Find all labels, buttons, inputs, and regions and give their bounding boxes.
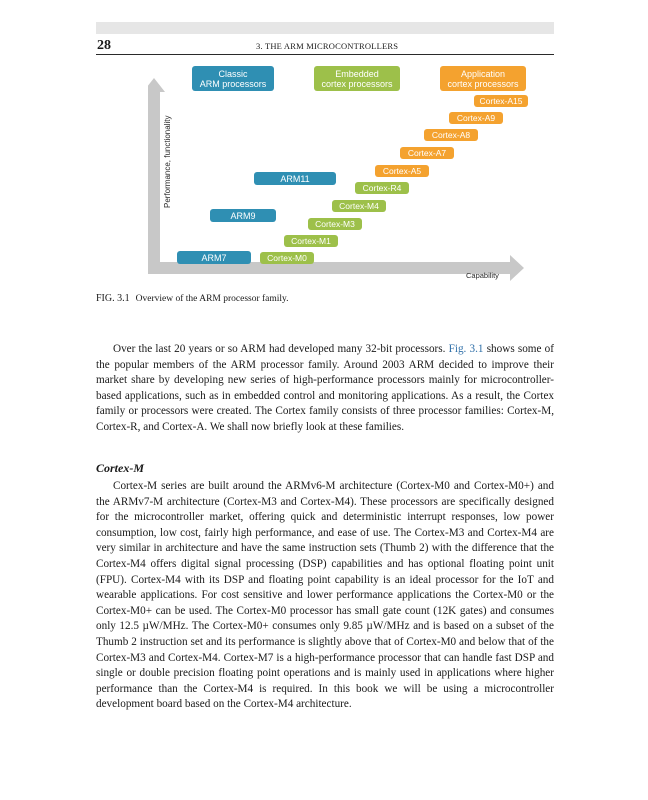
processor-cortex-a8: Cortex-A8	[424, 129, 478, 141]
category-classic-line1: Classic	[218, 68, 248, 79]
category-embedded-line2: cortex processors	[321, 78, 393, 89]
figure-caption	[96, 293, 289, 304]
figure-reference-link[interactable]: Fig. 3.1	[448, 343, 484, 355]
processor-arm7: ARM7	[177, 251, 251, 264]
processor-cortex-r4: Cortex-R4	[355, 182, 409, 194]
processor-arm9: ARM9	[210, 209, 276, 222]
category-application-line2: cortex processors	[447, 78, 519, 89]
paragraph-cortex-m: Cortex-M series are built around the ARMv6-M architecture (Cortex-M0 and Cortex-M0+) and the ARMv7-M architecture (Cortex-M3 and Cortex-M4). These processors are specifically designed for the microcontroller market, offering quick and deterministic interrupt responses, low power consumption, low cost, fairly high performance, and ease of use. The Cortex-M3 and Cortex-M4 are very similar in architecture and have the same instruction sets (Thumb 2) with the difference that the Cortex-M4 offers digital signal processing (DSP) capabilities and has optional floating point unit (FPU). Cortex-M4 with its DSP and floating point capability is an ideal processor for the IoT and wearable applications. For cost sensitive and lower performance applications the Cortex-M0 or the Cortex-M0+ can be used. The Cortex-M0 processor has small gate count (12K gates) and consumes only 12.5 µW/MHz. The Cortex-M0+ consumes only 9.85 µW/MHz and is based on a subset of the Thumb 2 instruction set and its performance is slightly above that of Cortex-M0 and below that of the Cortex-M3 and Cortex-M4. Cortex-M7 is a high-performance processor that can handle fast DSP and single or double precision floating point operations and is mainly used in applications where higher performance than the Cortex-M4 is required. In this book we will be using a microcontroller development board based on the Cortex-M4 architecture.	[96, 480, 554, 711]
processor-cortex-a15: Cortex-A15	[474, 95, 528, 107]
figure-caption-label: FIG. 3.1	[96, 293, 130, 304]
axis-x-label: Capability	[466, 271, 499, 280]
processor-cortex-a5: Cortex-A5	[375, 165, 429, 177]
processor-cortex-m4: Cortex-M4	[332, 200, 386, 212]
category-classic-line2: ARM processors	[199, 78, 267, 89]
page-number: 28	[97, 38, 111, 53]
category-application	[440, 66, 526, 91]
category-application-line1: Application	[460, 68, 506, 79]
section-heading-cortex-m: Cortex-M	[96, 461, 144, 475]
running-head: 3. THE ARM MICROCONTROLLERS	[256, 41, 399, 51]
processor-cortex-m3: Cortex-M3	[308, 218, 362, 230]
paragraph-intro	[96, 342, 554, 436]
header-rule	[96, 54, 554, 55]
processor-cortex-m1: Cortex-M1	[284, 235, 338, 247]
axis-y-label: Performance, functionality	[163, 115, 172, 208]
processor-cortex-a7: Cortex-A7	[400, 147, 454, 159]
header-bar	[96, 22, 554, 34]
arm-family-diagram	[148, 62, 528, 290]
paragraph-intro-rest: shows some of the popular members of the ARM processor family. Around 2003 ARM decided to improve their market share by developing new series of high-performance processors mainly for microcontroller-based applications, such as in embedded control and monitoring applications. As a result, the Cortex family or processors were created. The Cortex family consists of three processor families: Cortex-M, Cortex-R, and Cortex-A. We shall now briefly look at these families.	[96, 343, 554, 433]
category-classic	[192, 66, 274, 91]
paragraph-intro-start: Over the last 20 years or so ARM had developed many 32-bit processors.	[113, 343, 449, 355]
category-embedded-line1: Embedded	[335, 68, 379, 79]
processor-arm11: ARM11	[254, 172, 336, 185]
figure-caption-text: Overview of the ARM processor family.	[135, 294, 289, 304]
category-embedded	[314, 66, 400, 91]
processor-cortex-a9: Cortex-A9	[449, 112, 503, 124]
processor-cortex-m0: Cortex-M0	[260, 252, 314, 264]
